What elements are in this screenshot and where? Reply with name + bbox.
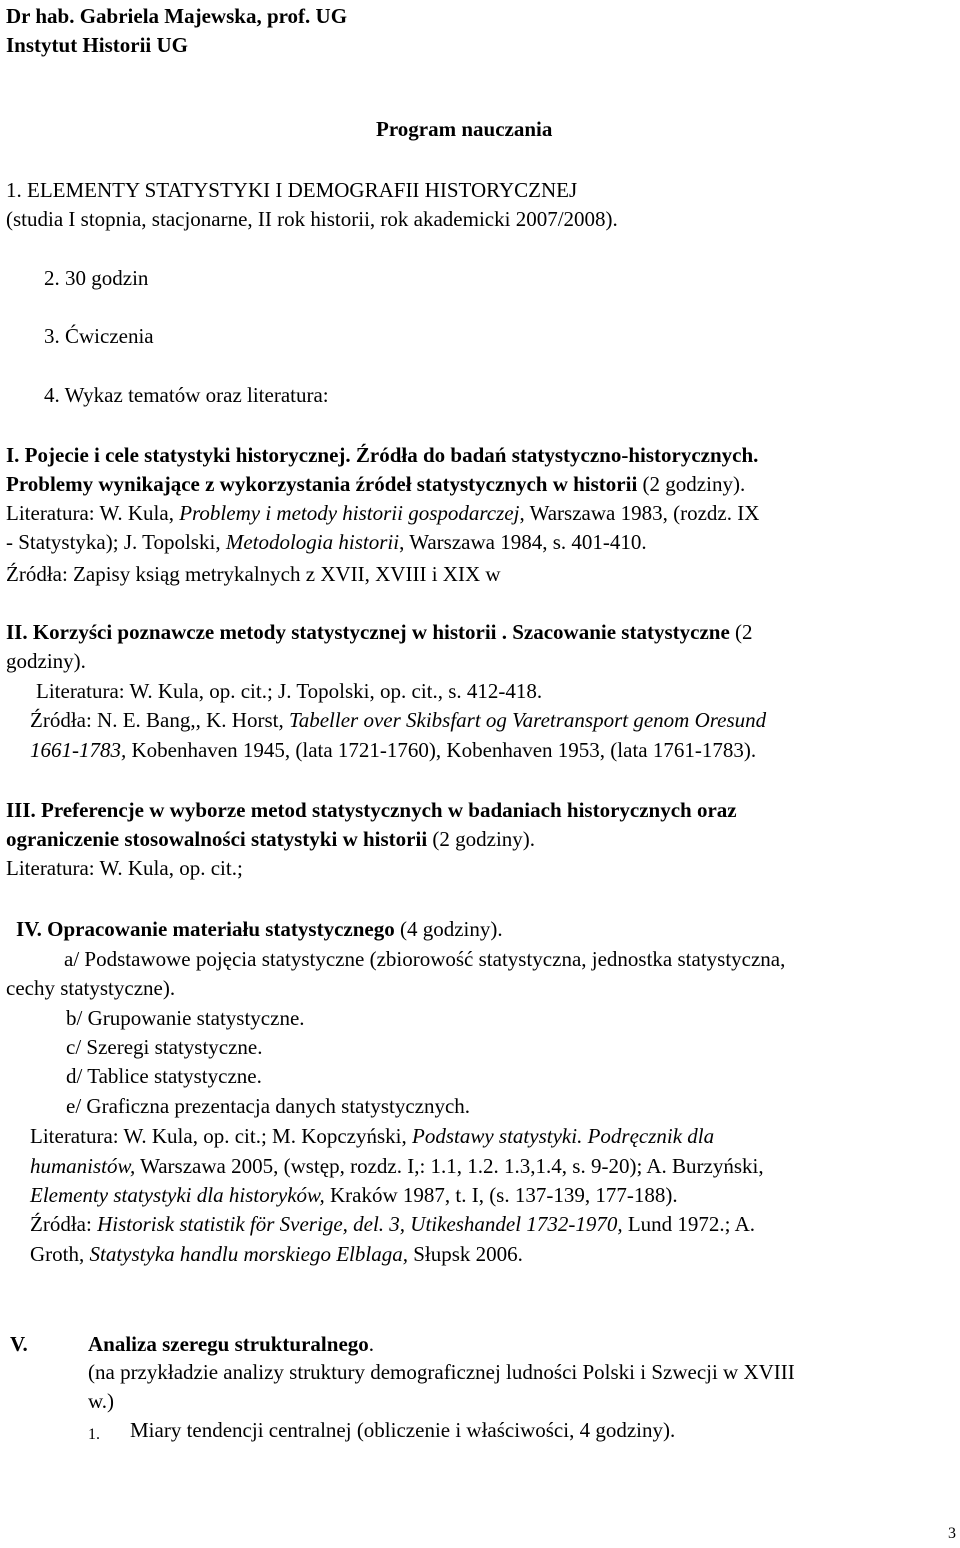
topic4-src2-title: Statystyka handlu morskiego Elblaga,: [89, 1242, 408, 1266]
course-hours: 2. 30 godzin: [44, 266, 149, 290]
topic4-item-c: c/ Szeregi statystyczne.: [66, 1035, 263, 1059]
topic4-src1-title: Historisk statistik för Sverige, del. 3, Utikeshandel 1732-1970,: [97, 1212, 623, 1236]
topic2-hours-a: (2: [729, 620, 753, 644]
topic4-lit2-title: humanistów,: [30, 1154, 136, 1178]
topic4-literature-1: [30, 1122, 714, 1151]
topic2-hours-b: godziny).: [6, 649, 86, 673]
topic2-title: II. Korzyści poznawcze metody statystycznej w historii . Szacowanie statystyczne: [6, 620, 730, 644]
topic1-lit-a: Literatura: W. Kula,: [6, 501, 180, 525]
topic2-literature: Literatura: W. Kula, op. cit.; J. Topolski, op. cit., s. 412-418.: [36, 679, 543, 703]
topic2-src-b: Kobenhaven 1945, (lata 1721-1760), Kobenhaven 1953, (lata 1761-1783).: [126, 738, 757, 762]
topics-heading: 4. Wykaz tematów oraz literatura:: [44, 383, 329, 407]
topic3-literature: Literatura: W. Kula, op. cit.;: [6, 856, 243, 880]
topic4-src1-b: Lund 1972.; A.: [622, 1212, 756, 1236]
topic3-title-a: III. Preferencje w wyborze metod statystycznych w badaniach historycznych oraz: [6, 798, 737, 822]
topic1-lit-c: - Statystyka); J. Topolski,: [6, 530, 226, 554]
topic3-hours: (2 godziny).: [427, 827, 536, 851]
course-details: (studia I stopnia, stacjonarne, II rok historii, rok akademicki 2007/2008).: [6, 207, 618, 231]
topic5-title: Analiza szeregu strukturalnego: [88, 1332, 369, 1356]
topic1-title-b: Problemy wynikające z wykorzystania źródeł statystycznych w historii: [6, 472, 638, 496]
topic4-lit2-b: Warszawa 2005, (wstęp, rozdz. I,: 1.1, 1.2. 1.3,1.4, s. 9-20); A. Burzyński,: [135, 1154, 764, 1178]
topic1-lit-b: , Warszawa 1983, (rozdz. IX: [519, 501, 760, 525]
topic5-item-text: Miary tendencji centralnej (obliczenie i właściwości, 4 godziny).: [130, 1418, 676, 1442]
topic4-item-a-line2: cechy statystyczne).: [6, 976, 176, 1000]
topic4-title: IV. Opracowanie materiału statystycznego: [16, 917, 395, 941]
topic2-title-line: [6, 618, 753, 647]
topic5-subtitle-2: w.): [88, 1389, 115, 1413]
topic4-hours: (4 godziny).: [394, 917, 503, 941]
topic1-title-a: I. Pojecie i cele statystyki historycznej. Źródła do badań statystyczno-historycznych.: [6, 443, 759, 467]
topic5-item-number: 1.: [88, 1426, 100, 1443]
institute-line: Instytut Historii UG: [6, 33, 189, 57]
topic4-src1-a: Źródła:: [30, 1212, 98, 1236]
topic4-src2-a: Groth,: [30, 1242, 90, 1266]
topic1-literature-b: [6, 528, 647, 557]
topic4-title-line: [16, 915, 503, 944]
topic4-item-a-line1: a/ Podstawowe pojęcia statystyczne (zbiorowość statystyczna, jednostka statystyczna,: [64, 947, 786, 971]
topic1-lit-d: , Warszawa 1984, s. 401-410.: [399, 530, 647, 554]
course-title: 1. ELEMENTY STATYSTYKI I DEMOGRAFII HISTORYCZNEJ: [6, 178, 578, 202]
course-form: 3. Ćwiczenia: [44, 324, 154, 348]
topic2-src-years: 1661-1783,: [30, 738, 127, 762]
topic1-hours: (2 godziny).: [637, 472, 746, 496]
page-number: 3: [948, 1525, 956, 1542]
topic1-literature-a: [6, 499, 759, 528]
topic4-literature-2: [30, 1152, 764, 1181]
topic4-item-e: e/ Graficzna prezentacja danych statystycznych.: [66, 1094, 471, 1118]
topic2-sources-a: [30, 706, 766, 735]
topic4-lit3-title: Elementy statystyki dla historyków,: [30, 1183, 325, 1207]
topic3-title-b: ograniczenie stosowalności statystyki w historii: [6, 827, 428, 851]
topic1-sources: Źródła: Zapisy ksiąg metrykalnych z XVII, XVIII i XIX w: [6, 562, 501, 586]
topic1-title-b-line: [6, 470, 745, 499]
topic5-subtitle-1: (na przykładzie analizy struktury demograficznej ludności Polski i Szwecji w XVIII: [88, 1360, 795, 1384]
topic3-title-b-line: [6, 825, 535, 854]
topic4-sources-1: [30, 1210, 755, 1239]
topic4-src2-b: Słupsk 2006.: [407, 1242, 523, 1266]
topic2-src-a: Źródła: N. E. Bang,, K. Horst,: [30, 708, 289, 732]
topic4-item-d: d/ Tablice statystyczne.: [66, 1064, 262, 1088]
topic5-title-line: [88, 1330, 374, 1359]
topic4-literature-3: [30, 1181, 678, 1210]
topic4-sources-2: [30, 1240, 523, 1269]
topic5-number: V.: [10, 1332, 28, 1356]
topic4-lit3-b: Kraków 1987, t. I, (s. 137-139, 177-188).: [324, 1183, 678, 1207]
topic2-src-title: Tabeller over Skibsfart og Varetransport genom Oresund: [288, 708, 767, 732]
topic4-item-b: b/ Grupowanie statystyczne.: [66, 1006, 305, 1030]
topic2-sources-b: [30, 736, 756, 765]
topic1-lit-title2: Metodologia historii: [225, 530, 400, 554]
program-title: Program nauczania: [376, 117, 553, 141]
topic4-lit1-title: Podstawy statystyki. Podręcznik dla: [412, 1124, 715, 1148]
topic5-title-dot: .: [368, 1332, 375, 1356]
author-line: Dr hab. Gabriela Majewska, prof. UG: [6, 4, 348, 28]
topic1-lit-title1: Problemy i metody historii gospodarczej: [179, 501, 520, 525]
topic4-lit1-a: Literatura: W. Kula, op. cit.; M. Kopczyński,: [30, 1124, 413, 1148]
